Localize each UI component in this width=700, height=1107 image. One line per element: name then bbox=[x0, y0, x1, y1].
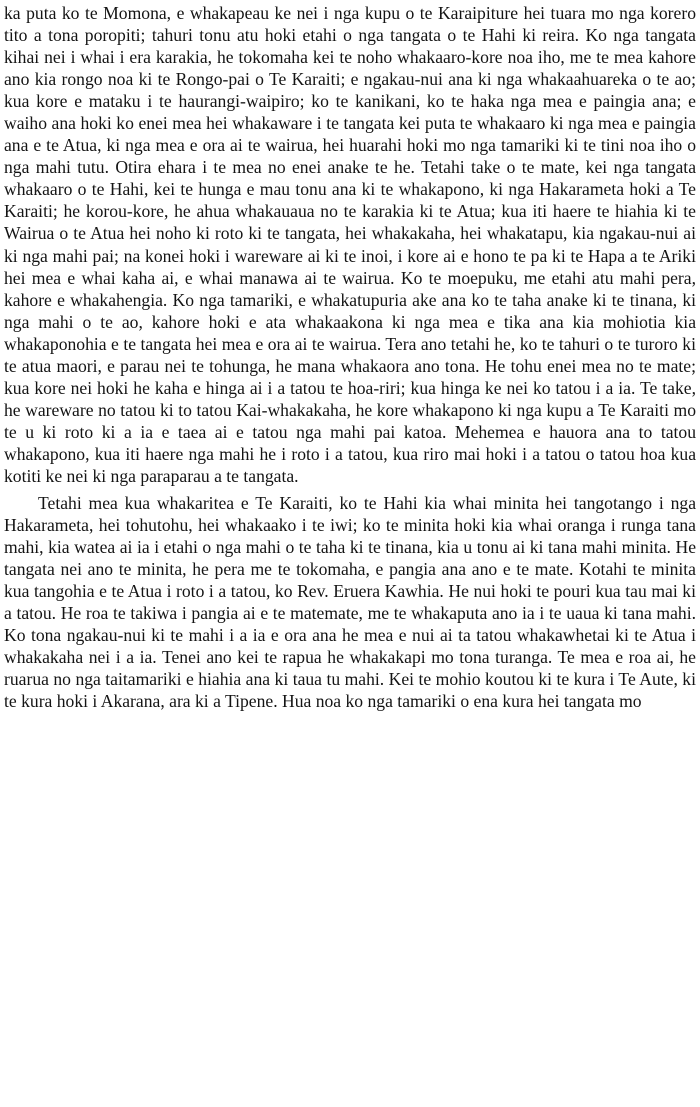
body-paragraph-2: Tetahi mea kua whakaritea e Te Karaiti, ko te Hahi kia whai minita hei tangotango i nga Hakarameta, hei tohutohu, hei whakaako i te iwi; ko te minita hoki kia whai oranga i runga tana mahi, kia watea ai ia i etahi o nga mahi o te taha ki te tinana, kia u tonu ai ki tana mahi minita. He tangata nei ano te minita, he pera me te tokomaha, e pangia ana ano e te mate. Kotahi te minita kua tangohia e te Atua i roto i a tatou, ko Rev. Eruera Kawhia. He nui hoki te pouri kua tau mai ki a tatou. He roa te takiwa i pangia ai e te matemate, me te whakaputa ano ia i te uaua ki tana mahi. Ko tona ngakau-nui ki te mahi i a ia e ora ana he mea e nui ai ta tatou whakawhetai ki te Atua i whakakaha nei i a ia. Tenei ano kei te rapua he whakakapi mo tona turanga. Te mea e roa ai, he ruarua no nga taitamariki e hiahia ana ki taua tu mahi. Kei te mohio koutou ki te kura i Te Aute, ki te kura hoki i Akarana, ara ki a Tipene. Hua noa ko nga tamariki o ena kura hei tangata mo bbox=[4, 493, 696, 712]
body-paragraph-1: ka puta ko te Momona, e whakapeau ke nei i nga kupu o te Karaipiture hei tuara mo nga korero tito a tona poropiti; tahuri tonu atu hoki etahi o nga tangata o te Hahi ki reira. Ko nga tangata kihai nei i whai i era karakia, he tokomaha kei te noho whakaaro-kore noa iho, me te mea kahore ano kia rongo noa ki te Rongo-pai o Te Karaiti; e ngakau-nui ana ki nga whakaahuareka o te ao; kua kore e mataku i te haurangi-waipiro; ko te kanikani, ko te haka nga mea e paingia ana; e waiho ana hoki ko enei mea hei whakaware i te tangata kei puta te whakaaro ki nga mea e paingia ana e te Atua, ki nga mea e ora ai te wairua, hei huarahi hoki mo nga tamariki ki te tini noa iho o nga mahi tutu. Otira ehara i te mea no enei anake te he. Tetahi take o te mate, kei nga tangata whakaaro o te Hahi, kei te hunga e mau tonu ana ki te whakapono, ki nga Hakarameta hoki a Te Karaiti; he korou-kore, he ahua whakauaua no te karakia ki te Atua; kua iti haere te hiahia ki te Wairua o te Atua hei noho ki roto ki te tangata, hei whakakaha, hei whakatapu, kia ngakau-nui ai ki nga mahi pai; na konei hoki i wareware ai ki te inoi, i kore ai e hono te pa ki te Hapa a te Ariki hei mea e whai kaha ai, e whai manawa ai te wairua. Ko te moepuku, me etahi atu mahi pera, kahore e whakahengia. Ko nga tamariki, e whakatupuria ake ana ko te taha anake ki te tinana, ki nga mahi o te ao, kahore hoki e ata whakaakona ki nga mea e tika ana kia mohiotia kia whakaponohia e te tangata hei mea e ora ai te wairua. Tera ano tetahi he, ko te tahuri o te turoro ki te atua maori, e parau nei te tohunga, he mana whakaora ano tona. He tohu enei mea no te mate; kua kore nei hoki he kaha e hinga ai i a tatou te hoa-riri; kua hinga ke nei ko tatou i a ia. Te take, he wareware no tatou ki to tatou Kai-whakakaha, he kore whakapono ki nga kupu a Te Karaiti mo te u ki roto ki a ia e taea ai e tatou nga mahi pai katoa. Mehemea e hauora ana to tatou whakapono, kua iti haere nga mahi he i roto i a tatou, kua riro mai hoki i a tatou o tatou hoa kua kotiti ke nei ki nga paraparau a te tangata. bbox=[4, 3, 696, 486]
